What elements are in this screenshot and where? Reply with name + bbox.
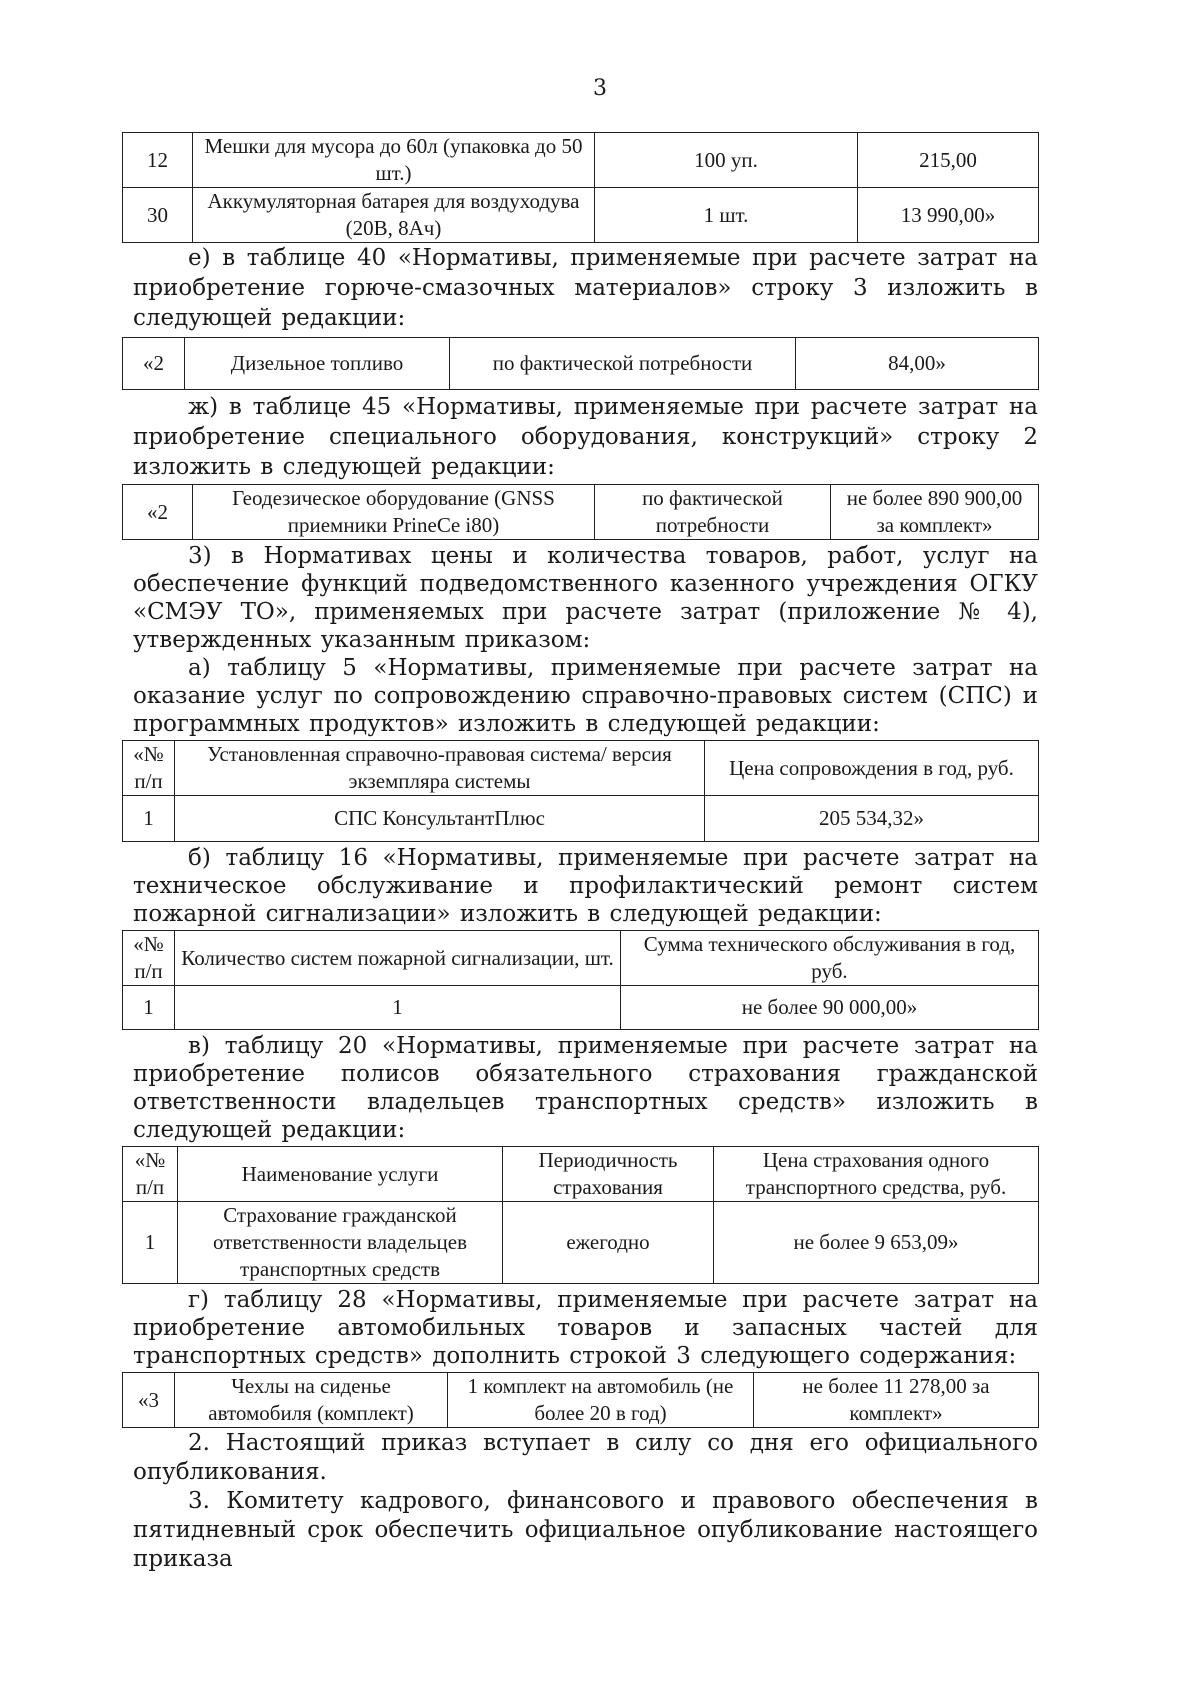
table-row bbox=[123, 1202, 1039, 1284]
table-row bbox=[123, 1147, 1039, 1202]
paragraph-2: 2. Настоящий приказ вступает в силу со дня его официального опубликования. bbox=[133, 1430, 1038, 1485]
paragraph-e: е) в таблице 40 «Нормативы, применяемые при расчете затрат на приобретение горюче-смазочных материалов» строку 3 изложить в следующей редакции: bbox=[133, 245, 1038, 331]
table-cell: 100 уп. bbox=[595, 133, 858, 188]
table-row bbox=[123, 931, 1039, 986]
table-header-cell: Цена страхования одного транспортного средства, руб. bbox=[714, 1147, 1039, 1202]
table-cell: «3 bbox=[123, 1373, 175, 1428]
paragraph-b: б) таблицу 16 «Нормативы, применяемые при расчете затрат на техническое обслуживание и профилактический ремонт систем пожарной сигнализации» изложить в следующей редакции: bbox=[133, 845, 1038, 927]
table-cell: по фактической потребности bbox=[595, 485, 831, 540]
table-cell: не более 90 000,00» bbox=[621, 986, 1039, 1030]
table-cell: 12 bbox=[123, 133, 193, 188]
table-cell: 30 bbox=[123, 188, 193, 243]
table-cell: 1 комплект на автомобиль (не более 20 в год) bbox=[448, 1373, 754, 1428]
paragraph-3b: 3. Комитету кадрового, финансового и правового обеспечения в пятидневный срок обеспечить официальное опубликование настоящего приказа bbox=[133, 1488, 1038, 1572]
table-header-cell: Сумма технического обслуживания в год, руб. bbox=[621, 931, 1039, 986]
table-cell: 1 шт. bbox=[595, 188, 858, 243]
table-row bbox=[123, 741, 1039, 796]
table-cell: 84,00» bbox=[796, 338, 1039, 390]
table-row bbox=[123, 188, 1039, 243]
table-cell: 1 bbox=[123, 1202, 178, 1284]
table-geodetic bbox=[122, 484, 1039, 540]
table-header-cell: Периодичность страхования bbox=[503, 1147, 714, 1202]
table-cell: не более 890 900,00 за комплект» bbox=[831, 485, 1039, 540]
paragraph-3: 3) в Нормативах цены и количества товаров, работ, услуг на обеспечение функций подведомственного казенного учреждения ОГКУ «СМЭУ ТО», применяемых при расчете затрат (приложение № 4), утвержденных указанным приказом: bbox=[133, 543, 1038, 653]
paragraph-a: а) таблицу 5 «Нормативы, применяемые при расчете затрат на оказание услуг по сопровождению справочно-правовых систем (СПС) и программных продуктов» изложить в следующей редакции: bbox=[133, 655, 1038, 737]
table-row bbox=[123, 796, 1039, 842]
table-row bbox=[123, 133, 1039, 188]
table-insurance bbox=[122, 1146, 1039, 1284]
table-cell: СПС КонсультантПлюс bbox=[175, 796, 705, 842]
table-cell: Чехлы на сиденье автомобиля (комплект) bbox=[175, 1373, 448, 1428]
table-row bbox=[123, 986, 1039, 1030]
table-cell: 1 bbox=[123, 986, 175, 1030]
table-header-cell: Количество систем пожарной сигнализации, шт. bbox=[175, 931, 621, 986]
table-row bbox=[123, 1373, 1039, 1428]
table-header-cell: Цена сопровождения в год, руб. bbox=[705, 741, 1039, 796]
table-cell: «2 bbox=[123, 485, 193, 540]
table-header-cell: Установленная справочно-правовая система/ версия экземпляра системы bbox=[175, 741, 705, 796]
page-number: 3 bbox=[593, 76, 607, 101]
document-body bbox=[122, 134, 1038, 1574]
table-cell: Страхование гражданской ответственности владельцев транспортных средств bbox=[178, 1202, 503, 1284]
table-sps bbox=[122, 740, 1039, 842]
table-diesel bbox=[122, 337, 1039, 390]
table-cell: 13 990,00» bbox=[858, 188, 1039, 243]
table-seat-covers bbox=[122, 1372, 1039, 1428]
table-header-cell: «№ п/п bbox=[123, 741, 175, 796]
table-cell: Мешки для мусора до 60л (упаковка до 50 шт.) bbox=[193, 133, 595, 188]
table-cell: ежегодно bbox=[503, 1202, 714, 1284]
table-cell: 205 534,32» bbox=[705, 796, 1039, 842]
table-garbage-battery bbox=[122, 132, 1039, 243]
table-row bbox=[123, 485, 1039, 540]
table-cell: Геодезическое оборудование (GNSS приемники PrineCe i80) bbox=[193, 485, 595, 540]
table-cell: Дизельное топливо bbox=[185, 338, 450, 390]
table-cell: не более 9 653,09» bbox=[714, 1202, 1039, 1284]
table-cell: по фактической потребности bbox=[450, 338, 796, 390]
table-header-cell: «№ п/п bbox=[123, 931, 175, 986]
paragraph-v: в) таблицу 20 «Нормативы, применяемые при расчете затрат на приобретение полисов обязательного страхования гражданской ответственности владельцев транспортных средств» изложить в следующей редакции: bbox=[133, 1033, 1038, 1143]
table-header-cell: «№ п/п bbox=[123, 1147, 178, 1202]
paragraph-zh: ж) в таблице 45 «Нормативы, применяемые при расчете затрат на приобретение специального оборудования, конструкций» строку 2 изложить в следующей редакции: bbox=[133, 394, 1038, 480]
table-cell: Аккумуляторная батарея для воздуходува (20В, 8Ач) bbox=[193, 188, 595, 243]
table-cell: 1 bbox=[123, 796, 175, 842]
table-header-cell: Наименование услуги bbox=[178, 1147, 503, 1202]
table-fire-alarm bbox=[122, 930, 1039, 1030]
table-cell: 1 bbox=[175, 986, 621, 1030]
table-cell: «2 bbox=[123, 338, 185, 390]
paragraph-g: г) таблицу 28 «Нормативы, применяемые при расчете затрат на приобретение автомобильных товаров и запасных частей для транспортных средств» дополнить строкой 3 следующего содержания: bbox=[133, 1287, 1038, 1369]
table-cell: 215,00 bbox=[858, 133, 1039, 188]
table-row bbox=[123, 338, 1039, 390]
table-cell: не более 11 278,00 за комплект» bbox=[754, 1373, 1039, 1428]
